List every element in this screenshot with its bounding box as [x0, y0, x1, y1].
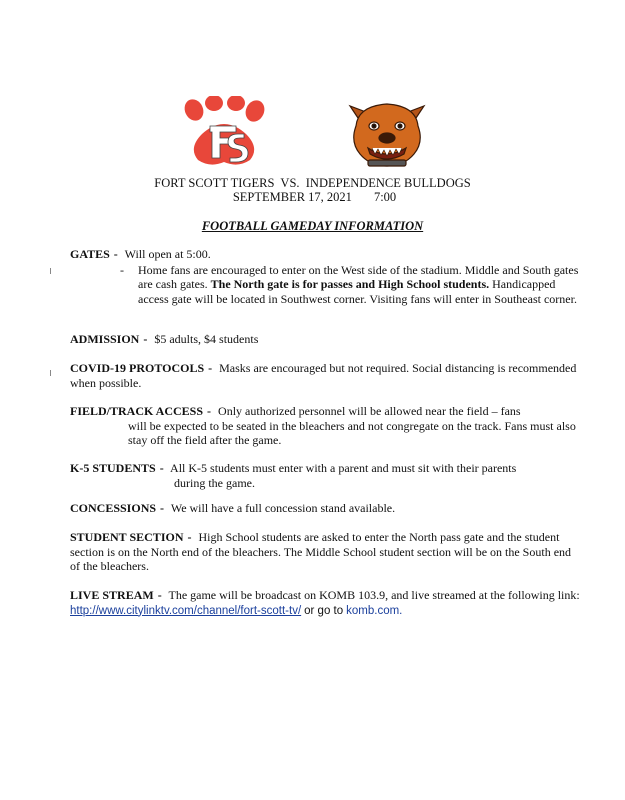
gates-bullet-text-1: Home fans are encouraged to enter on the West side of the stadium. Middle and South gates are cash gates.	[138, 262, 579, 291]
field-text-1: Only authorized personnel will be allowed near the field – fans	[218, 404, 521, 418]
gates-bullet-text-2: Handicapped access gate will be located in Southwest corner. Visiting fans will enter in Southeast corner.	[138, 277, 577, 306]
covid-label: COVID-19 PROTOCOLS	[70, 361, 205, 375]
k5-label: K-5 STUDENTS	[70, 461, 156, 475]
section-gates: GATES - Will open at 5:00. - Home fans are encouraged to enter on the West side of the stadium. Middle and South gates are cash gates. The North gate is for passes and High School students. Handicapped access gate will be located in Southwest corner. Visiting fans will enter in Southeast corner.	[70, 247, 579, 306]
section-admission: ADMISSION - $5 adults, $4 students	[70, 332, 259, 346]
admission-text: $5 adults, $4 students	[154, 332, 259, 346]
section-k5-students: K-5 STUDENTS - All K-5 students must enter with a parent and must sit with their parents during the game.	[70, 461, 580, 490]
margin-mark	[50, 370, 51, 376]
matchup-line: FORT SCOTT TIGERS VS. INDEPENDENCE BULLDOGS	[154, 176, 471, 190]
live-stream-link[interactable]: http://www.citylinktv.com/channel/fort-scott-tv/	[70, 604, 302, 617]
section-student-section: STUDENT SECTION - High School students are asked to enter the North pass gate and the student section is on the North end of the bleachers. The Middle School student section will be on the South end of the bleachers.	[70, 530, 572, 573]
independence-bulldog-logo	[346, 96, 428, 170]
k5-text-2: during the game.	[174, 475, 255, 490]
gates-text: Will open at 5:00.	[124, 247, 211, 261]
student-section-text: High School students are asked to enter the North pass gate and the student section is on the North end of the bleachers. The Middle School student section will be on the South end of the bleachers.	[70, 530, 572, 573]
game-time: 7:00	[373, 190, 397, 204]
concessions-text: We will have a full concession stand available.	[170, 501, 396, 515]
live-stream-label: LIVE STREAM	[70, 588, 154, 602]
game-header	[0, 176, 625, 204]
gates-label: GATES	[70, 247, 110, 261]
game-date: SEPTEMBER 17, 2021	[232, 190, 352, 204]
section-covid-protocols: COVID-19 PROTOCOLS - Masks are encouraged but not required. Social distancing is recommended when possible.	[70, 361, 577, 390]
komb-site-link[interactable]: komb.com.	[346, 604, 403, 617]
gates-bullet: - Home fans are encouraged to enter on the West side of the stadium. Middle and South gates are cash gates. The North gate is for passes and High School students. Handicapped access gate will be located in Southwest corner. Visiting fans will enter in Southeast corner.	[120, 262, 579, 306]
student-section-label: STUDENT SECTION	[70, 530, 184, 544]
admission-label: ADMISSION	[70, 332, 140, 346]
field-text-2: will be expected to be seated in the bleachers and not congregate on the track. Fans must also stay off the field after the game.	[128, 418, 576, 447]
k5-text-1: All K-5 students must enter with a parent and must sit with their parents	[170, 461, 517, 475]
section-live-stream: LIVE STREAM - The game will be broadcast on KOMB 103.9, and live streamed at the following link: http://www.citylinktv.com/channel/fort-scott-tv/ or go to komb.com.	[70, 588, 580, 617]
or-go-to-text: or go to	[304, 604, 344, 617]
margin-mark	[50, 268, 51, 274]
live-stream-text: The game will be broadcast on KOMB 103.9, and live streamed at the following link:	[168, 588, 580, 602]
field-label: FIELD/TRACK ACCESS	[70, 404, 204, 418]
section-field-track-access: FIELD/TRACK ACCESS - Only authorized personnel will be allowed near the field – fans will be expected to be seated in the bleachers and not congregate on the track. Fans must also stay off the field after the game.	[70, 404, 580, 448]
date-time-line	[0, 190, 625, 204]
gates-bullet-bold: The North gate is for passes and High School students.	[210, 277, 490, 291]
fort-scott-tiger-paw-logo	[180, 96, 268, 168]
section-concessions: CONCESSIONS - We will have a full concession stand available.	[70, 501, 396, 515]
page-subtitle: FOOTBALL GAMEDAY INFORMATION	[201, 219, 424, 233]
covid-text: Masks are encouraged but not required. Social distancing is recommended when possible.	[70, 361, 577, 390]
concessions-label: CONCESSIONS	[70, 501, 157, 515]
